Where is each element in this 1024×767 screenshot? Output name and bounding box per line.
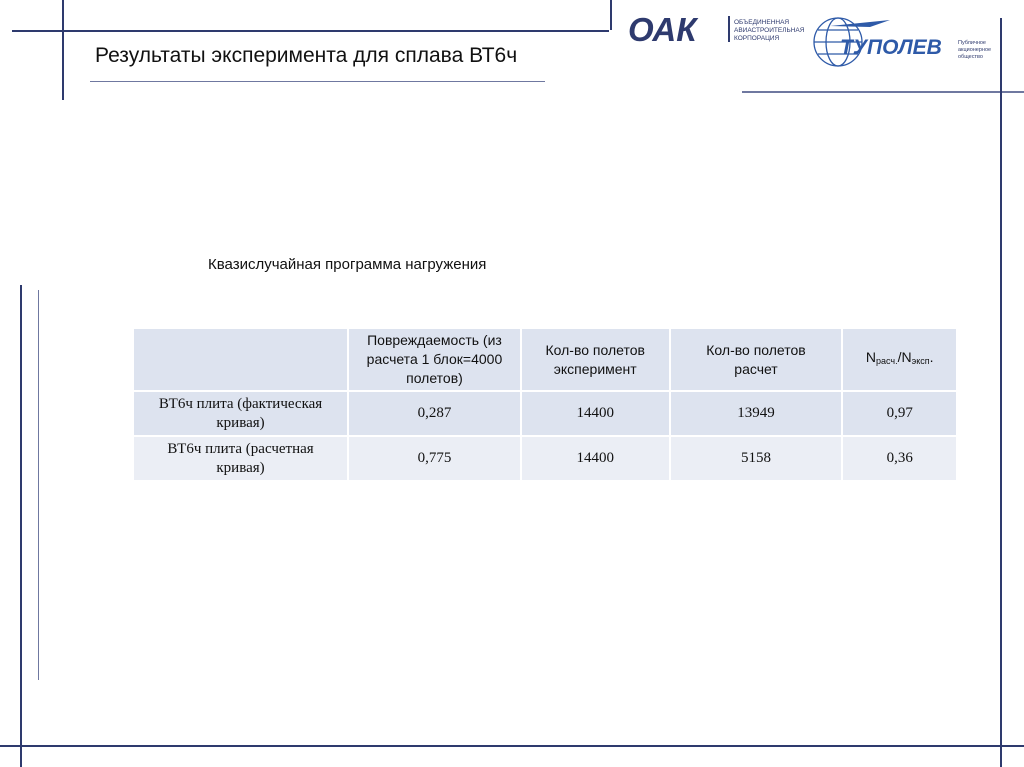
header-cell-flights-exp: Кол-во полетов эксперимент <box>522 329 669 390</box>
tupolev-logo-text-1: Публичное <box>958 40 986 46</box>
results-table <box>132 327 958 482</box>
table-row <box>134 392 956 435</box>
slide-title: Результаты эксперимента для сплава ВТ6ч <box>95 44 518 67</box>
oak-logo-text-1: ОБЪЕДИНЕННАЯ <box>734 19 790 26</box>
row-name: ВТ6ч плита (расчетная кривая) <box>134 437 347 480</box>
tupolev-logo-mark: ТУПОЛЕВ <box>840 36 942 59</box>
frame-line-top <box>12 30 609 32</box>
ratio-sub-exp: эксп <box>911 356 930 366</box>
slide-subtitle: Квазислучайная программа нагружения <box>208 256 487 273</box>
row-flights-calc: 5158 <box>671 437 842 480</box>
header-cell-flights-calc: Кол-во полетов расчет <box>671 329 842 390</box>
ratio-sub-calc: расч. <box>876 356 898 366</box>
frame-line-under-title <box>90 81 545 82</box>
row-name: ВТ6ч плита (фактическая кривая) <box>134 392 347 435</box>
ratio-n1: N <box>865 349 877 365</box>
tupolev-logo-text-3: общество <box>958 54 983 60</box>
table-header-row <box>134 329 956 390</box>
oak-logo-text-3: КОРПОРАЦИЯ <box>734 35 780 42</box>
header-cell-empty <box>134 329 347 390</box>
oak-logo <box>628 10 808 50</box>
ratio-end: . <box>929 349 934 365</box>
frame-line-right-top <box>610 0 612 30</box>
frame-line-left-top <box>62 0 64 100</box>
header-cell-damage: Повреждаемость (из расчета 1 блок=4000 полетов) <box>349 329 520 390</box>
ratio-slash: /N <box>897 349 912 365</box>
row-flights-calc: 13949 <box>671 392 842 435</box>
frame-line-right <box>1000 18 1002 767</box>
table-row <box>134 437 956 480</box>
tupolev-logo <box>810 14 1000 70</box>
frame-line-right-header <box>742 91 1024 93</box>
oak-logo-mark: ОАК <box>628 11 697 48</box>
row-flights-exp: 14400 <box>522 392 669 435</box>
header-cell-ratio <box>843 329 956 390</box>
frame-line-left-inner <box>38 290 39 680</box>
frame-line-left <box>20 285 22 767</box>
frame-line-bottom <box>0 745 1024 747</box>
row-ratio: 0,36 <box>843 437 956 480</box>
row-damage: 0,775 <box>349 437 520 480</box>
row-flights-exp: 14400 <box>522 437 669 480</box>
row-ratio: 0,97 <box>843 392 956 435</box>
row-damage: 0,287 <box>349 392 520 435</box>
plane-icon <box>830 20 890 27</box>
oak-logo-graphic <box>628 10 808 50</box>
oak-logo-text-2: АВИАСТРОИТЕЛЬНАЯ <box>734 27 805 34</box>
tupolev-logo-text-2: акционерное <box>958 47 992 53</box>
tupolev-logo-graphic <box>810 14 1000 70</box>
